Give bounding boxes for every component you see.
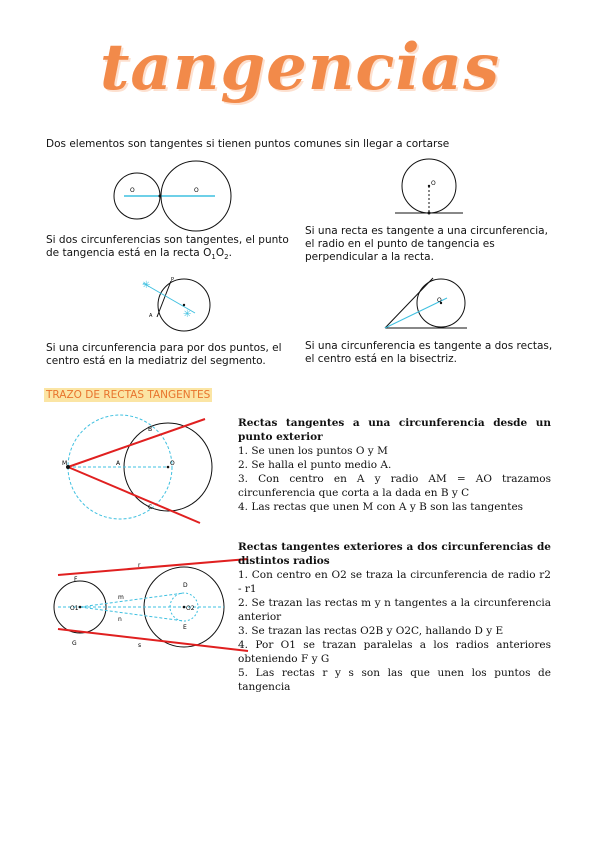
- method1-step: 2. Se halla el punto medio A.: [238, 459, 392, 471]
- label-b: B: [148, 426, 153, 433]
- label-f: F: [74, 576, 78, 583]
- intro-text: Dos elementos son tangentes si tienen puntos comunes sin llegar a cortarse: [46, 138, 450, 150]
- method1-step: 3. Con centro en A y radio AM = AO trazamos circunferencia que corta a la dada en B y C: [238, 473, 551, 499]
- label-o: O: [437, 297, 442, 304]
- label-c: C: [148, 504, 153, 511]
- label-g: G: [72, 640, 77, 647]
- figure-tangent-line: [395, 160, 475, 218]
- tangent-point: [159, 195, 162, 198]
- tangent-m: [80, 593, 184, 607]
- method1-title: Rectas tangentes a una circunferencia desde un punto exterior: [238, 417, 551, 443]
- label-o2: O2: [186, 605, 195, 612]
- method2-step: 5. Las rectas r y s son las que unen los puntos de tangencia: [238, 667, 551, 693]
- figure-external-tangents: [58, 555, 248, 655]
- label-o1: O: [130, 187, 135, 194]
- svg-text:✳: ✳: [142, 280, 151, 291]
- caption-circle-two-lines: Si una circunferencia es tangente a dos rectas, el centro está en la bisectriz.: [305, 340, 553, 365]
- figure-tangents-from-point: [60, 415, 230, 535]
- figure-circle-two-lines: [385, 275, 475, 333]
- label-o: O: [431, 180, 436, 187]
- page-title: tangencias: [99, 30, 501, 105]
- label-d: D: [183, 582, 188, 589]
- label-m: m: [118, 594, 124, 601]
- caption-tangent-line: Si una recta es tangente a una circunferencia, el radio en el punto de tangencia es perpendicular a la recta.: [305, 225, 548, 263]
- tangent-n: [80, 607, 184, 621]
- label-p: P: [171, 277, 175, 283]
- label-o1: O1: [70, 605, 79, 612]
- label-o: O: [170, 460, 175, 467]
- label-n: n: [118, 616, 122, 623]
- slanted-line: [385, 278, 433, 328]
- method1-block: [238, 416, 551, 514]
- method2-step: 4. Por O1 se trazan paralelas a los radios anteriores obteniendo F y G: [238, 639, 551, 665]
- label-o2: O: [194, 187, 199, 194]
- label-m: M: [62, 460, 68, 467]
- method2-step: 2. Se trazan las rectas m y n tangentes a la circunferencia anterior: [238, 597, 551, 623]
- method2-step: 1. Con centro en O2 se traza la circunferencia de radio r2 - r1: [238, 569, 551, 595]
- caption-circle-two-points: Si una circunferencia para por dos puntos, el centro está en la mediatriz del segmento.: [46, 342, 282, 367]
- caption-tangent-circles: Si dos circunferencias son tangentes, el punto de tangencia está en la recta $O_1O_2$.: [46, 234, 289, 262]
- tangent-lower: [68, 467, 200, 523]
- section-heading: TRAZO DE RECTAS TANGENTES: [46, 389, 211, 401]
- label-a: A: [116, 460, 121, 467]
- method2-block: [238, 540, 551, 694]
- label-r: r: [138, 562, 141, 569]
- figure-tangent-circles: [110, 170, 230, 232]
- tangent-r: [58, 559, 248, 575]
- label-e: E: [183, 624, 187, 631]
- method1-step: 1. Se unen los puntos O y M: [238, 445, 388, 457]
- method2-title: Rectas tangentes exteriores a dos circunferencias de distintos radios: [238, 541, 551, 567]
- figure-circle-two-points: [135, 275, 215, 335]
- svg-text:✳: ✳: [183, 309, 192, 320]
- label-a: A: [149, 313, 153, 319]
- method2-step: 3. Se trazan las rectas O2B y O2C, hallando D y E: [238, 625, 504, 637]
- method1-step: 4. Las rectas que unen M con A y B son las tangentes: [238, 501, 524, 513]
- label-s: s: [138, 642, 142, 649]
